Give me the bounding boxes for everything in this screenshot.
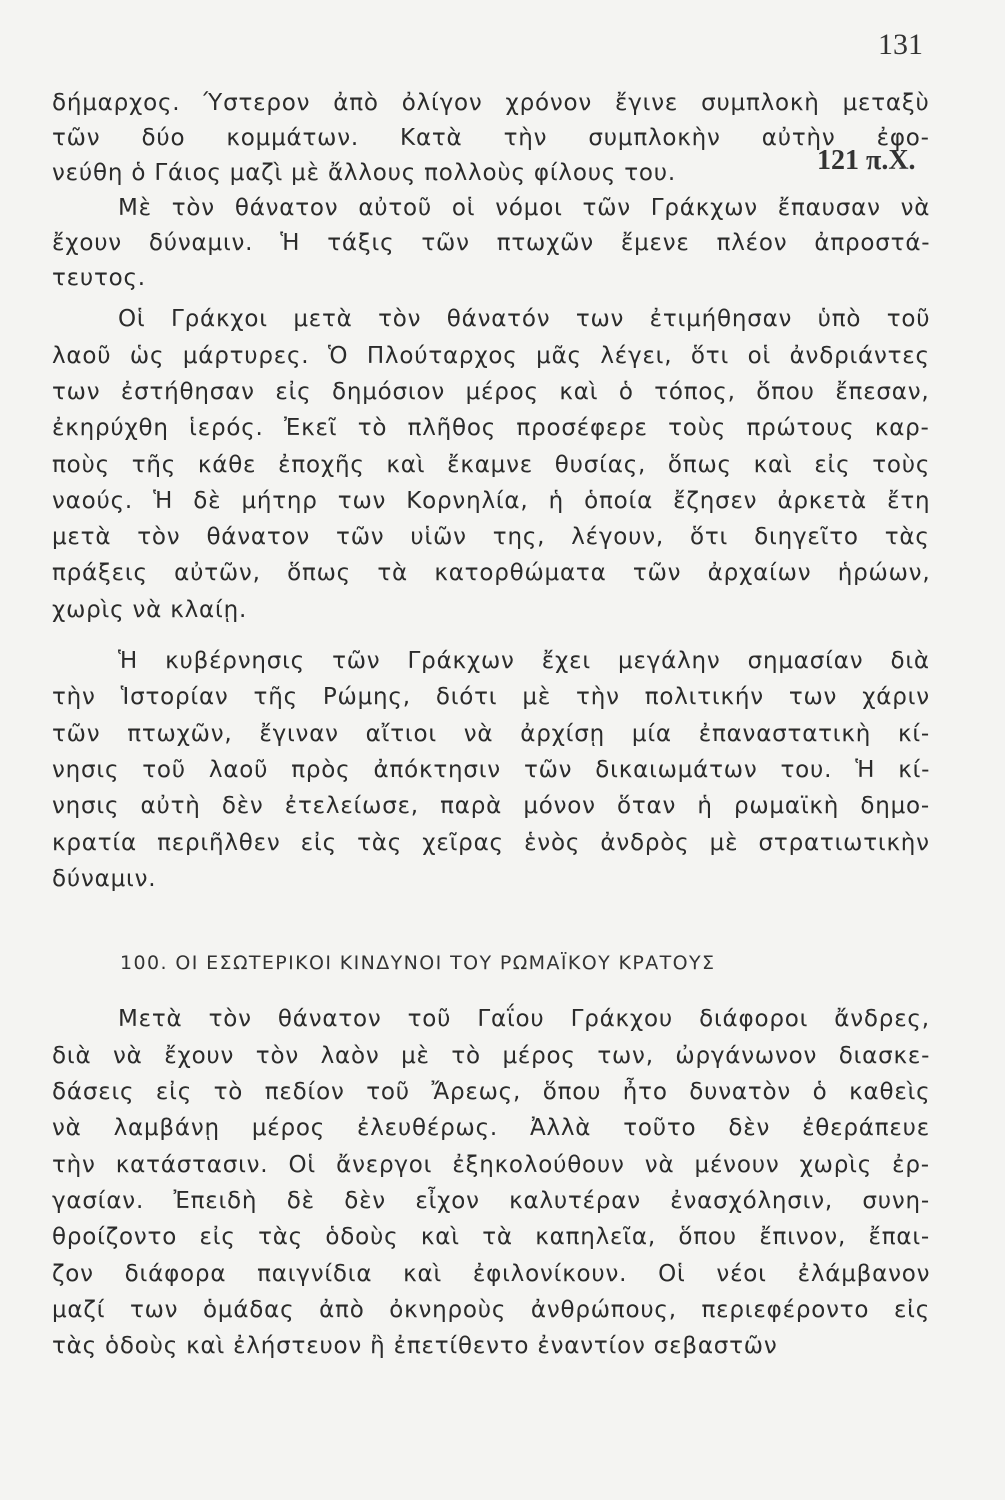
text-line: νησις αὐτὴ δὲν ἐτελείωσε, παρὰ μόνον ὅταν ἡ ρωμαϊκὴ δημο- [52, 793, 931, 819]
text-line: Οἱ Γράκχοι μετὰ τὸν θάνατόν των ἐτιμήθησαν ὑπὸ τοῦ [118, 306, 931, 332]
text-line: ἐκηρύχθη ἱερός. Ἐκεῖ τὸ πλῆθος προσέφερε τοὺς πρώτους καρ- [52, 415, 930, 441]
text-line: ποὺς τῆς κάθε ἐποχῆς καὶ ἔκαμνε θυσίας, ὅπως καὶ εἰς τοὺς [52, 452, 931, 478]
text-line: ναούς. Ἡ δὲ μήτηρ των Κορνηλία, ἡ ὁποία ἔζησεν ἀρκετὰ ἔτη [52, 488, 931, 514]
text-line: νεύθη ὁ Γάιος μαζὶ μὲ ἄλλους πολλοὺς φίλους του. [52, 160, 676, 186]
text-line: τῶν πτωχῶν, ἔγιναν αἴτιοι νὰ ἀρχίσῃ μία ἐπαναστατικὴ κί- [52, 721, 931, 747]
text-line: χωρὶς νὰ κλαίῃ. [52, 597, 248, 623]
text-line: νὰ λαμβάνῃ μέρος ἐλευθέρως. Ἀλλὰ τοῦτο δὲν ἐθεράπευε [52, 1115, 930, 1141]
text-line: ἔχουν δύναμιν. Ἡ τάξις τῶν πτωχῶν ἔμενε πλέον ἀπροστά- [52, 230, 931, 256]
text-line: νησις τοῦ λαοῦ πρὸς ἀπόκτησιν τῶν δικαιωμάτων του. Ἡ κί- [52, 757, 931, 783]
text-line: λαοῦ ὡς μάρτυρες. Ὁ Πλούταρχος μᾶς λέγει, ὅτι οἱ ἀνδριάντες [52, 343, 930, 369]
text-line: Ἡ κυβέρνησις τῶν Γράκχων ἔχει μεγάλην σημασίαν διὰ [118, 648, 930, 674]
text-line: δάσεις εἰς τὸ πεδίον τοῦ Ἄρεως, ὅπου ἦτο δυνατὸν ὁ καθεὶς [52, 1079, 931, 1105]
text-line: τὴν κατάστασιν. Οἱ ἄνεργοι ἐξηκολούθουν νὰ μένουν χωρὶς ἐρ- [52, 1152, 930, 1178]
text-line: πράξεις αὐτῶν, ὅπως τὰ κατορθώματα τῶν ἀρχαίων ἡρώων, [52, 560, 931, 586]
page-number: 131 [878, 28, 923, 61]
text-line: Μὲ τὸν θάνατον αὐτοῦ οἱ νόμοι τῶν Γράκχων ἔπαυσαν νὰ [118, 195, 931, 221]
text-line: κρατία περιῆλθεν εἰς τὰς χεῖρας ἑνὸς ἀνδρὸς μὲ στρατιωτικὴν [52, 830, 930, 856]
text-line: διὰ νὰ ἔχουν τὸν λαὸν μὲ τὸ μέρος των, ὠργάνωνον διασκε- [52, 1043, 931, 1069]
text-line: γασίαν. Ἐπειδὴ δὲ δὲν εἶχον καλυτέραν ἐνασχόλησιν, συνη- [52, 1188, 930, 1214]
text-line: δήμαρχος. Ύστερον ἀπὸ ὀλίγον χρόνον ἔγινε συμπλοκὴ μεταξὺ [52, 90, 930, 116]
text-line: τευτος. [52, 265, 146, 291]
text-line: τὴν Ἱστορίαν τῆς Ρώμης, διότι μὲ τὴν πολιτικήν των χάριν [52, 684, 930, 710]
text-line: Μετὰ τὸν θάνατον τοῦ Γαΐου Γράκχου διάφοροι ἄνδρες, [118, 1006, 930, 1032]
text-line: των ἐστήθησαν εἰς δημόσιον μέρος καὶ ὁ τόπος, ὅπου ἔπεσαν, [52, 379, 930, 405]
text-line: θροίζοντο εἰς τὰς ὁδοὺς καὶ τὰ καπηλεῖα, ὅπου ἔπινον, ἔπαι- [52, 1224, 931, 1250]
text-line: μαζί των ὁμάδας ἀπὸ ὀκνηροὺς ἀνθρώπους, περιεφέροντο εἰς [52, 1297, 931, 1323]
text-line: ζον διάφορα παιγνίδια καὶ ἐφιλονίκουν. Οἱ νέοι ἐλάμβανον [52, 1261, 931, 1287]
text-line: τῶν δύο κομμάτων. Κατὰ τὴν συμπλοκὴν αὐτὴν ἐφο- [52, 125, 930, 151]
margin-date-note: 121 π.Χ. [817, 145, 916, 176]
section-heading: 100. ΟΙ ΕΣΩΤΕΡΙΚΟΙ ΚΙΝΔΥΝΟΙ ΤΟΥ ΡΩΜΑΪΚΟΥ ΚΡΑΤΟΥΣ [120, 952, 716, 974]
text-line: τὰς ὁδοὺς καὶ ἐλήστευον ἢ ἐπετίθεντο ἐναντίον σεβαστῶν [52, 1333, 778, 1359]
text-line: δύναμιν. [52, 866, 157, 892]
text-line: μετὰ τὸν θάνατον τῶν υἱῶν της, λέγουν, ὅτι διηγεῖτο τὰς [52, 524, 930, 550]
